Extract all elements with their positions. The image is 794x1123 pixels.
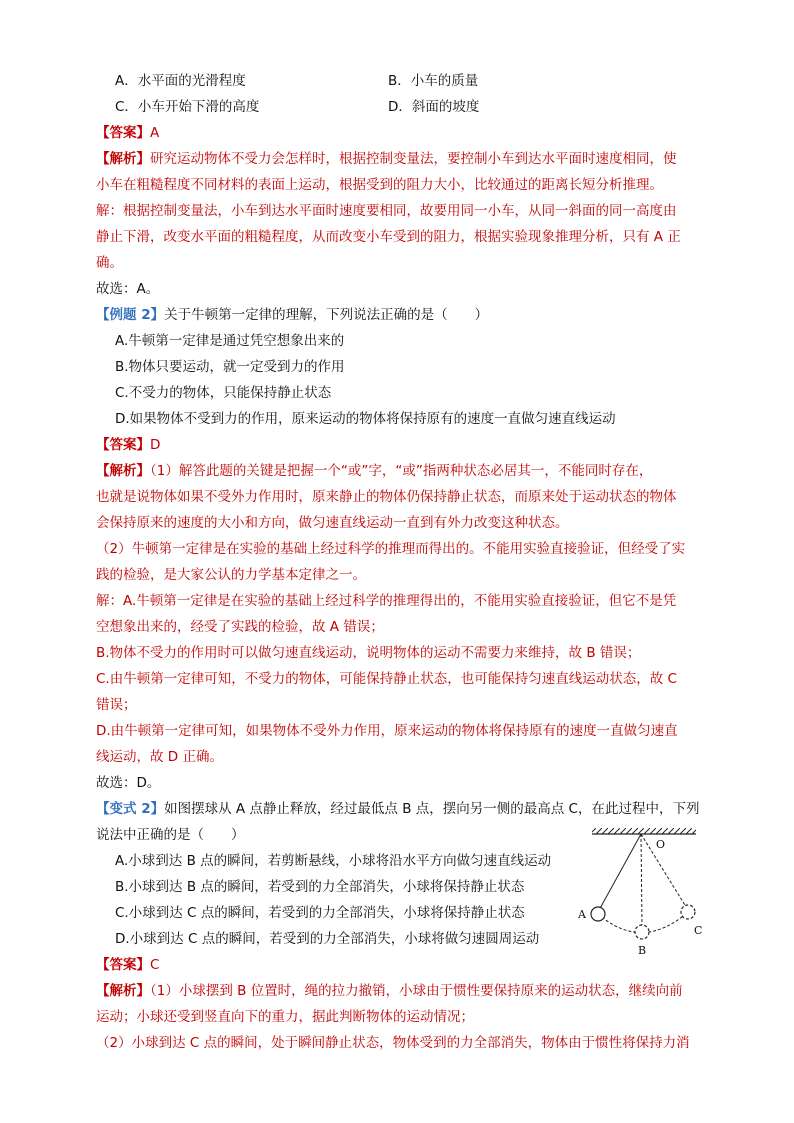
answer-value: D [150,437,161,453]
analysis-text: 也就是说物体如果不受外力作用时，原来静止的物体仍保持静止状态，而原来处于运动状态的物体 [96,489,677,505]
option-a: A．水平面的光滑程度 [115,73,246,89]
solution-text: D.由牛顿第一定律可知，如果物体不受外力作用，原来运动的物体将保持原有的速度一直做匀速直 [96,723,678,739]
solution-text: 静止下滑，改变水平面的粗糙程度，从而改变小车受到的阻力，根据实验现象推理分析，只有 A 正 [96,229,681,245]
answer-line-3 [96,959,159,973]
answer-tag: 【答案】 [96,957,150,973]
analysis-tag: 【解析】 [96,983,150,999]
answer-tag: 【答案】 [96,437,150,453]
option-a: A.小球到达 B 点的瞬间，若剪断悬线，小球将沿水平方向做匀速直线运动 [115,853,552,869]
answer-line-2 [96,439,160,453]
answer-value: C [150,957,160,973]
analysis-text: 会保持原来的速度的大小和方向，做匀速直线运动一直到有外力改变这种状态。 [96,515,569,531]
solution-text: 线运动，故 D 正确。 [96,749,223,765]
option-c: C.小球到达 C 点的瞬间，若受到的力全部消失，小球将保持静止状态 [115,905,525,921]
label-o: O [656,838,666,851]
option-d: D．斜面的坡度 [388,99,480,115]
solution-text: 解：根据控制变量法，小车到达水平面时速度要相同，故要用同一小车，从同一斜面的同一高度由 [96,203,677,219]
ball-c [681,905,695,919]
option-a: A.牛顿第一定律是通过凭空想象出来的 [115,333,345,349]
option-d: D.如果物体不受到力的作用，原来运动的物体将保持原有的速度一直做匀速直线运动 [115,411,616,427]
conclusion: 故选：A。 [96,281,160,297]
solution-text: 错误； [96,697,137,713]
variant-tag: 【变式 2】 [96,801,165,817]
analysis-text: 践的检验，是大家公认的力学基本定律之一。 [96,567,366,583]
analysis-tag: 【解析】 [96,151,150,167]
label-b: B [638,944,647,957]
question-text: 关于牛顿第一定律的理解，下列说法正确的是（ ） [164,307,489,323]
option-b: B.小球到达 B 点的瞬间，若受到的力全部消失，小球将保持静止状态 [115,879,525,895]
label-c: C [694,924,703,937]
example-tag: 【例题 2】 [96,307,165,323]
analysis-tag: 【解析】 [96,463,150,479]
pendulum-figure [578,822,706,962]
conclusion: 故选：D。 [96,775,161,791]
analysis-text: 小车在粗糙程度不同材料的表面上运动，根据受到的阻力大小，比较通过的距离长短分析推理。 [96,177,663,193]
question-text: 说法中正确的是（ ） [96,827,245,843]
question-text: 如图摆球从 A 点静止释放，经过最低点 B 点，摆向另一侧的最高点 C，在此过程中，下列 [164,801,700,817]
option-c: C.不受力的物体，只能保持静止状态 [115,385,332,401]
variant-2-question [96,803,699,817]
answer-tag: 【答案】 [96,125,150,141]
answer-line-1 [96,127,159,141]
ball-b [635,925,649,939]
analysis-text: 研究运动物体不受力会怎样时，根据控制变量法，要控制小车到达水平面时速度相同，使 [150,151,677,167]
solution-text: 确。 [96,255,123,271]
ceiling-hatch [592,828,696,834]
analysis-text: （2）牛顿第一定律是在实验的基础上经过科学的推理而得出的。不能用实验直接验证，但经受了实 [96,541,686,557]
example-2-question [96,309,488,323]
option-b: B.物体只要运动，就一定受到力的作用 [115,359,345,375]
analysis-text: （1）解答此题的关键是把握一个“或”字，“或”指两种状态必居其一，不能同时存在， [150,463,653,479]
solution-text: 空想象出来的，经受了实践的检验，故 A 错误； [96,619,384,635]
string-b [641,834,642,925]
option-c: C．小车开始下滑的高度 [115,99,260,115]
option-d: D.小球到达 C 点的瞬间，若受到的力全部消失，小球将做匀速圆周运动 [115,931,540,947]
solution-text: 解：A.牛顿第一定律是在实验的基础上经过科学的推理得出的，不能用实验直接验证，但它不是凭 [96,593,677,609]
label-a: A [578,908,586,921]
string-a [598,834,641,912]
option-b: B．小车的质量 [388,73,479,89]
analysis-text: 运动；小球还受到竖直向下的重力，据此判断物体的运动情况； [96,1009,474,1025]
answer-value: A [150,125,160,141]
analysis-text: （1）小球摆到 B 位置时，绳的拉力撤销，小球由于惯性要保持原来的运动状态，继续向前 [150,983,683,999]
ball-a [591,907,605,921]
analysis-text: （2）小球到达 C 点的瞬间，处于瞬间静止状态，物体受到的力全部消失，物体由于惯性将保持力消 [96,1035,690,1051]
solution-text: C.由牛顿第一定律可知，不受力的物体，可能保持静止状态，也可能保持匀速直线运动状态，故 C [96,671,677,687]
analysis-line [96,153,677,167]
solution-text: B.物体不受力的作用时可以做匀速直线运动，说明物体的运动不需要力来维持，故 B 错误； [96,645,641,661]
analysis-line [96,465,652,479]
analysis-line [96,985,683,999]
